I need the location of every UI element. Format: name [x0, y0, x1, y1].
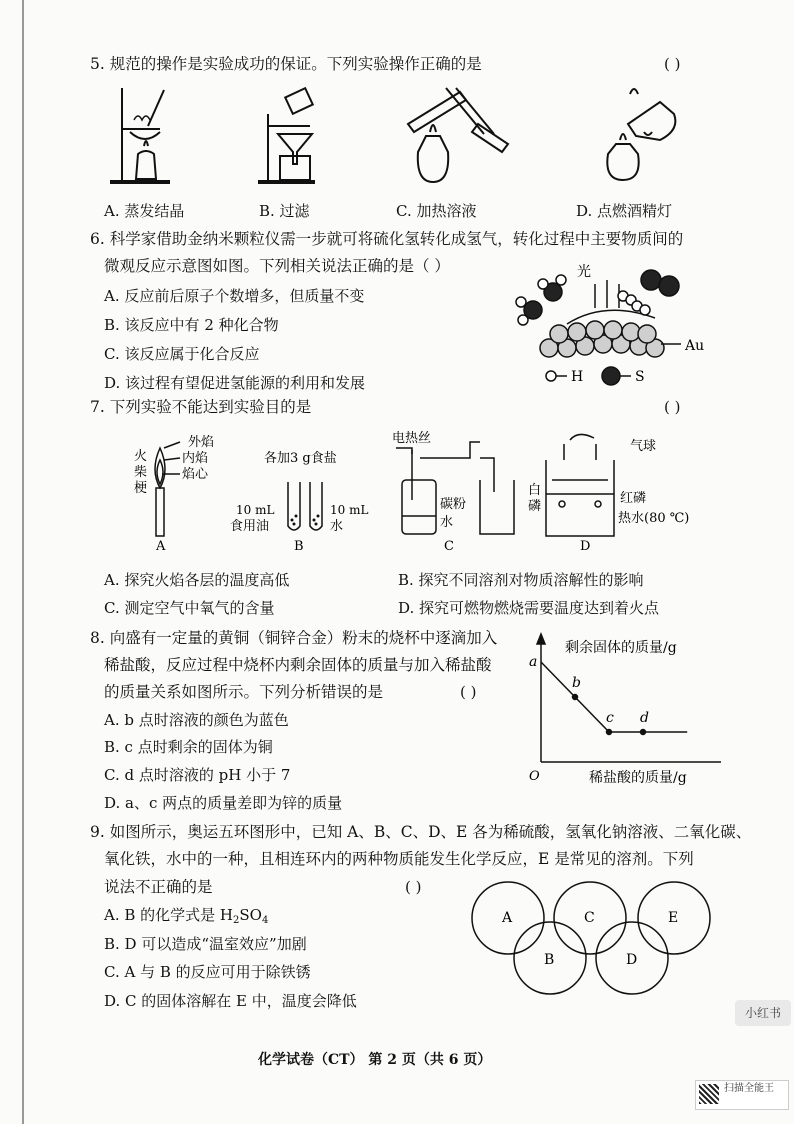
q7-option-a: A. 探究火焰各层的温度高低	[104, 571, 290, 589]
q8-paren: ( )	[460, 683, 477, 701]
q7-option-b: B. 探究不同溶剂对物质溶解性的影响	[398, 571, 644, 589]
q9-paren: ( )	[405, 878, 422, 896]
scanner-badge	[695, 1080, 789, 1110]
q5-stem: 5. 规范的操作是实验成功的保证。下列实验操作正确的是	[90, 55, 482, 73]
q6-stem-line2: 微观反应示意图如图。下列相关说法正确的是（ ）	[104, 257, 450, 275]
q8-stem-line2: 稀盐酸，反应过程中烧杯内剩余固体的质量与加入稀盐酸	[104, 656, 492, 674]
q8-stem-line1: 8. 向盛有一定量的黄铜（铜锌合金）粉末的烧杯中逐滴加入	[90, 629, 498, 647]
q6-option-b: B. 该反应中有 2 种化合物	[104, 316, 279, 334]
oil-label: 食用油	[230, 519, 270, 534]
q8-stem-line3: 的质量关系如图所示。下列分析错误的是	[104, 683, 384, 701]
ring-e-label: E	[668, 910, 679, 926]
flame-core-label: 焰心	[182, 467, 209, 482]
match-label-2: 柴	[134, 465, 148, 480]
q7-option-d: D. 探究可燃物燃烧需要温度达到着火点	[398, 599, 660, 617]
q6-option-a: A. 反应前后原子个数增多，但质量不变	[104, 287, 365, 305]
white-phosphorus-label-1: 白	[528, 483, 542, 498]
evaporation-figure	[110, 88, 170, 182]
q8-option-b: B. c 点时剩余的固体为铜	[104, 738, 273, 756]
balloon-label: 气球	[630, 439, 657, 454]
chart-ylabel: 剩余固体的质量/g	[565, 640, 677, 656]
qr-code-icon	[699, 1084, 719, 1104]
point-label-b: b	[572, 675, 581, 691]
q5-option-d: D. 点燃酒精灯	[576, 202, 673, 220]
fig-c-letter: C	[444, 539, 454, 554]
q9-stem-line2: 氧化铁，水中的一种，且相连环内的两种物质能发生化学反应，E 是常见的溶剂。下列	[104, 850, 694, 868]
q8-option-d: D. a、c 两点的质量差即为锌的质量	[104, 794, 343, 812]
oil-volume-label: 10 mL	[236, 503, 275, 517]
q8-option-a: A. b 点时溶液的颜色为蓝色	[104, 711, 289, 729]
q9-option-d: D. C 的固体溶解在 E 中，温度会降低	[104, 992, 357, 1010]
q9-option-a: A. B 的化学式是 $H_2SO_4$	[104, 906, 269, 926]
q6-micro-diagram	[505, 258, 730, 390]
h-label: H	[571, 369, 584, 385]
ring-b-label: B	[544, 952, 555, 968]
q5-figures	[100, 84, 740, 192]
q9-option-b: B. D 可以造成“温室效应”加剧	[104, 935, 307, 953]
fig-a-letter: A	[156, 539, 166, 554]
fig-b-letter: B	[294, 539, 304, 554]
y-axis-arrow	[537, 634, 545, 644]
page-footer: 化学试卷（CT） 第 2 页（共 6 页）	[258, 1052, 492, 1068]
q7-stem: 7. 下列实验不能达到实验目的是	[90, 398, 312, 416]
red-phosphorus-label: 红磷	[620, 491, 647, 506]
match-label-3: 梗	[134, 481, 148, 496]
salt-label: 各加3 g食盐	[264, 451, 337, 466]
q9-option-c: C. A 与 B 的反应可用于除铁锈	[104, 963, 311, 981]
q5-option-c: C. 加热溶液	[396, 202, 477, 220]
q9-olympic-rings	[468, 878, 728, 1006]
q7-figures	[100, 430, 740, 560]
heating-wire-label: 电热丝	[392, 431, 432, 446]
chart-origin: O	[529, 769, 540, 784]
hot-water-label: 热水(80 ℃)	[618, 511, 690, 526]
q5-option-a: A. 蒸发结晶	[104, 202, 185, 220]
inner-flame-label: 内焰	[182, 451, 209, 466]
binding-line	[22, 0, 24, 1124]
water-label: 水	[330, 519, 344, 534]
q5-paren: ( )	[664, 55, 681, 73]
carbon-powder-label: 碳粉	[440, 497, 467, 512]
mass-curve	[541, 662, 687, 732]
point-d	[641, 730, 646, 735]
point-label-a: a	[529, 654, 538, 670]
ring-d-label: D	[626, 952, 638, 968]
chart-xlabel: 稀盐酸的质量/g	[589, 770, 687, 786]
matchstick	[156, 488, 164, 536]
q9-stem-line3: 说法不正确的是	[104, 878, 213, 896]
q6-option-d: D. 该过程有望促进氢能源的利用和发展	[104, 374, 366, 392]
q8-option-c: C. d 点时溶液的 pH 小于 7	[104, 766, 291, 784]
q6-option-c: C. 该反应属于化合反应	[104, 345, 260, 363]
point-c	[607, 730, 612, 735]
outer-flame-label: 外焰	[188, 435, 215, 450]
q7-option-c: C. 测定空气中氧气的含量	[104, 599, 275, 617]
q8-mass-chart	[525, 630, 740, 790]
point-b	[573, 695, 578, 700]
scanner-label: 扫描全能王	[724, 1083, 774, 1094]
point-label-d: d	[640, 710, 649, 726]
water-volume-label: 10 mL	[330, 503, 369, 517]
heating-figure	[408, 88, 508, 182]
fig-d-letter: D	[580, 539, 591, 554]
q6-stem-line1: 6. 科学家借助金纳米颗粒仪需一步就可将硫化氢转化成氢气，转化过程中主要物质间的	[90, 230, 684, 248]
q9-stem-line1: 9. 如图所示，奥运五环图形中，已知 A、B、C、D、E 各为稀硫酸，氢氧化钠溶液、二氧化碳、	[90, 823, 752, 841]
white-phosphorus-label-2: 磷	[528, 499, 542, 514]
filtration-figure	[258, 88, 315, 182]
app-watermark: 小红书	[735, 1000, 791, 1026]
s-label: S	[635, 369, 645, 385]
point-label-c: c	[606, 710, 614, 726]
alcohol-lamp-figure	[607, 89, 675, 180]
q7-paren: ( )	[664, 398, 681, 416]
au-label: Au	[685, 338, 705, 354]
ring-c-label: C	[584, 910, 595, 926]
c-water-label: 水	[440, 515, 454, 530]
ring-a-label: A	[502, 910, 513, 926]
match-label-1: 火	[134, 449, 148, 464]
q5-option-b: B. 过滤	[259, 202, 310, 220]
light-label: 光	[577, 264, 591, 280]
